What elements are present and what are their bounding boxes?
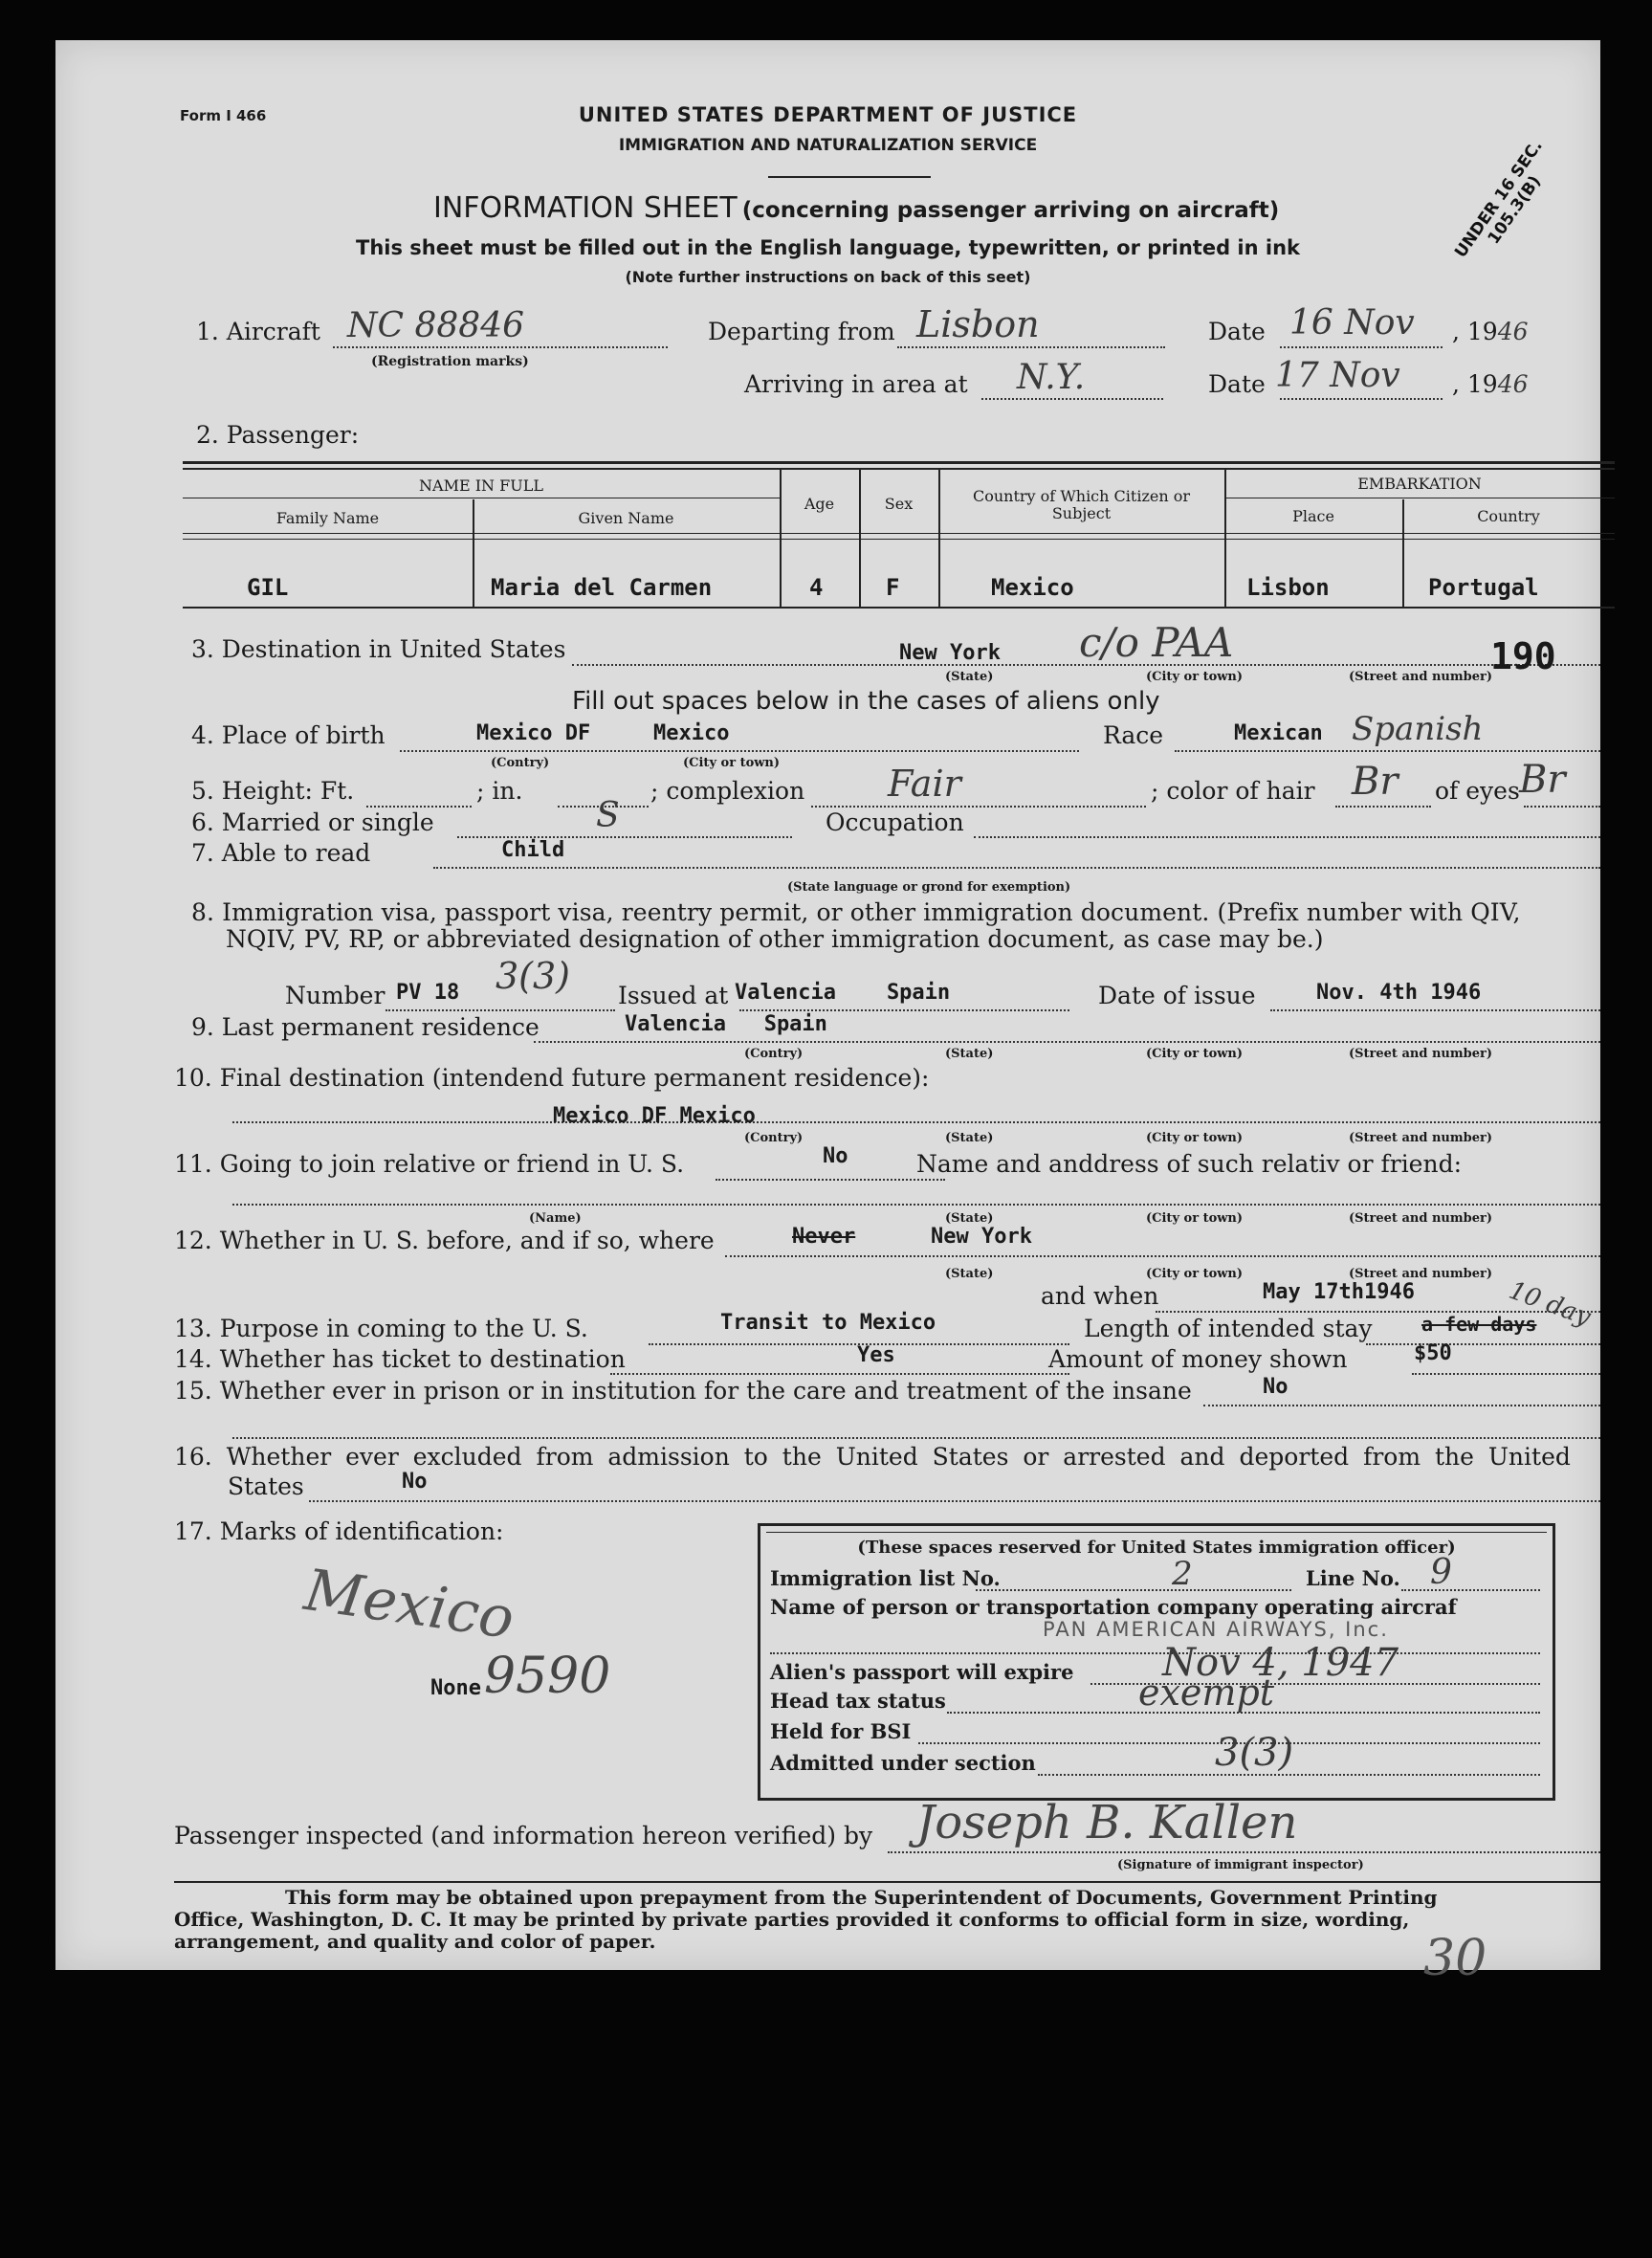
final-destination-value: Mexico DF Mexico [553, 1104, 756, 1128]
passenger-label: 2. Passenger: [196, 421, 360, 449]
signature-sublabel: (Signature of immigrant inspector) [1117, 1858, 1364, 1872]
marital-label: 6. Married or single [191, 808, 434, 836]
visa-number: PV 18 [396, 981, 460, 1005]
destination-state: New York [899, 641, 1001, 665]
birth-city: Mexico [653, 721, 730, 745]
arriving-label: Arriving in area at [744, 370, 968, 398]
visa-line2: NQIV, PV, RP, or abbreviated designation of other immigration document, as case may be.) [226, 925, 1324, 953]
visa-date: Nov. 4th 1946 [1316, 981, 1482, 1005]
sex-cell: F [886, 574, 900, 601]
residence-label: 9. Last permanent residence [191, 1013, 540, 1041]
sublabel-country-9: (Contry) [744, 1047, 804, 1061]
country-header: Country [1477, 507, 1540, 525]
excluded-value: No [402, 1470, 428, 1494]
sublabel-street-11: (Street and number) [1349, 1211, 1492, 1226]
sublabel-state-10: (State) [945, 1131, 994, 1145]
aircraft-value: NC 88846 [347, 306, 525, 345]
tax-label: Head tax status [770, 1689, 946, 1713]
marital-value: S [596, 796, 620, 835]
residence-value: Valencia Spain [625, 1012, 827, 1036]
heading-rule [768, 176, 931, 178]
form-title-block [433, 191, 1279, 225]
sublabel-city: (City or town) [1146, 670, 1244, 684]
table-top-rule [183, 461, 1615, 464]
departing-value: Lisbon [916, 303, 1040, 345]
before-value: New York [931, 1225, 1032, 1249]
arriving-value: N.Y. [1017, 358, 1086, 397]
visa-issued-label: Issued at [618, 982, 729, 1009]
sublabel-street-12: (Street and number) [1349, 1267, 1492, 1281]
money-value: $50 [1414, 1341, 1452, 1365]
given-name-cell: Maria del Carmen [491, 574, 713, 601]
sublabel-street-10: (Street and number) [1349, 1131, 1492, 1145]
age-stamp: UNDER 16 SEC. 105.3(B) [1451, 136, 1547, 262]
list-value: 2 [1172, 1555, 1193, 1593]
passport-label: Alien's passport will expire [770, 1660, 1074, 1684]
sublabel-state: (State) [945, 670, 994, 684]
footer-note-2: Office, Washington, D. C. It may be printed by private parties provided it conforms to official form in size, wording, [174, 1908, 1410, 1931]
sublabel-street-9: (Street and number) [1349, 1047, 1492, 1061]
tax-value: exempt [1138, 1671, 1275, 1714]
race-value: Mexican [1234, 721, 1323, 745]
given-name-header: Given Name [578, 509, 674, 527]
footer-note-1: This form may be obtained upon prepayment from the Superintendent of Documents, Government Printing [285, 1886, 1438, 1909]
sublabel-country-10: (Contry) [744, 1131, 804, 1145]
read-value: Child [501, 838, 565, 862]
money-label: Amount of money shown [1048, 1345, 1348, 1373]
embarkation-header: EMBARKATION [1357, 475, 1482, 493]
departing-line [897, 346, 1165, 348]
occupation-label: Occupation [826, 808, 964, 836]
join-value: No [823, 1144, 848, 1168]
sublabel-street: (Street and number) [1349, 670, 1492, 684]
sublabel-country-4: (Contry) [491, 756, 550, 770]
birth-country: Mexico DF [476, 721, 591, 745]
visa-issued: Valencia Spain [735, 981, 951, 1005]
when-label: and when [1041, 1282, 1159, 1310]
form-sheet [55, 40, 1600, 1987]
date2-label: Date [1208, 370, 1266, 398]
visa-date-label: Date of issue [1098, 982, 1256, 1009]
inspected-label: Passenger inspected (and information hereon verified) by [174, 1822, 873, 1849]
embark-country-cell: Portugal [1428, 574, 1539, 601]
height-in-label: ; in. [476, 777, 523, 805]
prison-label: 15. Whether ever in prison or in institution for the care and treatment of the insane [174, 1377, 1192, 1405]
before-struck: Never [792, 1225, 856, 1249]
footer-rule [174, 1881, 1600, 1883]
age-header: Age [804, 495, 835, 513]
sublabel-name-11: (Name) [529, 1211, 582, 1226]
sublabel-city-4: (City or town) [683, 756, 781, 770]
age-cell: 4 [809, 574, 824, 601]
complexion-value: Fair [888, 763, 961, 805]
destination-city: c/o PAA [1079, 619, 1234, 666]
passport-value: Nov 4, 1947 [1162, 1641, 1399, 1685]
complexion-label: ; complexion [650, 777, 805, 805]
service-heading: IMMIGRATION AND NATURALIZATION SERVICE [618, 136, 1038, 155]
excluded-line2: States [228, 1472, 304, 1500]
officer-box [758, 1523, 1555, 1801]
date1-line [1280, 346, 1443, 348]
hair-label: ; color of hair [1151, 777, 1315, 805]
stay-value: a few days [1421, 1313, 1537, 1336]
prison-value: No [1263, 1375, 1289, 1399]
form-number: Form I 466 [180, 107, 267, 124]
destination-label: 3. Destination in United States [191, 635, 566, 663]
when-value: May 17th1946 [1263, 1280, 1415, 1304]
aircraft-label: 1. Aircraft [196, 318, 320, 345]
instructions: This sheet must be filled out in the English language, typewritten, or printed in ink [356, 236, 1300, 259]
form-title: INFORMATION SHEET [433, 191, 738, 225]
date2-line [1280, 398, 1443, 400]
visa-number-label: Number [285, 982, 385, 1009]
arriving-line [981, 398, 1163, 400]
line-value: 9 [1430, 1553, 1452, 1592]
departing-label: Departing from [708, 318, 895, 345]
final-destination-label: 10. Final destination (intendend future permanent residence): [174, 1064, 930, 1092]
date1-value: 16 Nov [1289, 303, 1415, 343]
purpose-value: Transit to Mexico [720, 1311, 936, 1335]
footer-note-3: arrangement, and quality and color of paper. [174, 1930, 656, 1953]
join-name-label: Name and anddress of such relativ or friend: [916, 1150, 1463, 1178]
race-label: Race [1103, 721, 1164, 749]
section-value: 3(3) [1215, 1731, 1294, 1775]
aliens-only-note: Fill out spaces below in the cases of aliens only [572, 687, 1160, 716]
department-heading: UNITED STATES DEPARTMENT OF JUSTICE [578, 103, 1078, 126]
table-top-rule-2 [183, 468, 1615, 470]
form-title-paren: (concerning passenger arriving on aircraft) [741, 198, 1280, 223]
hair-value: Br [1352, 760, 1399, 804]
visa-number-hand: 3(3) [496, 955, 571, 997]
read-sublabel: (State language or grond for exemption) [787, 880, 1071, 895]
join-label: 11. Going to join relative or friend in U. S. [174, 1150, 685, 1178]
sublabel-city-10: (City or town) [1146, 1131, 1244, 1145]
height-label: 5. Height: Ft. [191, 777, 355, 805]
table-bottom-rule [183, 607, 1615, 609]
ticket-label: 14. Whether has ticket to destination [174, 1345, 626, 1373]
sublabel-city-9: (City or town) [1146, 1047, 1244, 1061]
page-number: 30 [1423, 1930, 1487, 1987]
ticket-value: Yes [857, 1343, 895, 1367]
aircraft-line [333, 346, 668, 348]
purpose-label: 13. Purpose in coming to the U. S. [174, 1315, 588, 1342]
company-value: PAN AMERICAN AIRWAYS, Inc. [1043, 1618, 1389, 1641]
birthplace-label: 4. Place of birth [191, 721, 385, 749]
instructions-note: (Note further instructions on back of this seet) [625, 268, 1031, 286]
visa-line1: 8. Immigration visa, passport visa, reentry permit, or other immigration document. (Prefix number with QIV, [191, 898, 1521, 926]
bsi-label: Held for BSI [770, 1719, 912, 1743]
read-label: 7. Able to read [191, 839, 371, 867]
place-header: Place [1292, 507, 1334, 525]
inspector-signature: Joseph B. Kallen [916, 1796, 1298, 1849]
section-label: Admitted under section [770, 1751, 1036, 1775]
date1-label: Date [1208, 318, 1266, 345]
date2-value: 17 Nov [1275, 356, 1400, 395]
sublabel-city-11: (City or town) [1146, 1211, 1244, 1226]
embark-place-cell: Lisbon [1246, 574, 1330, 601]
registration-sublabel: (Registration marks) [371, 354, 529, 369]
marks-hand: Mexico [300, 1557, 518, 1652]
family-name-header: Family Name [275, 509, 380, 527]
sex-header: Sex [884, 495, 914, 513]
officer-box-title: (These spaces reserved for United States immigration officer) [857, 1538, 1456, 1558]
sublabel-state-12: (State) [945, 1267, 994, 1281]
line-label: Line No. [1306, 1566, 1400, 1590]
eyes-value: Br [1519, 758, 1566, 802]
year1: , 1946 [1452, 318, 1529, 345]
stay-label: Length of intended stay [1084, 1315, 1373, 1342]
marks-value: None [430, 1676, 481, 1700]
citizen-header: Country of Which Citizen or Subject [972, 487, 1191, 522]
eyes-label: of eyes [1435, 777, 1520, 805]
name-in-full-header: NAME IN FULL [419, 476, 543, 495]
citizen-cell: Mexico [991, 574, 1074, 601]
sublabel-state-9: (State) [945, 1047, 994, 1061]
race-hand: Spanish [1352, 710, 1484, 748]
company-label: Name of person or transportation company operating aircraf [770, 1595, 1457, 1619]
family-name-cell: GIL [247, 574, 289, 601]
marks-label: 17. Marks of identification: [174, 1517, 504, 1545]
sublabel-city-12: (City or town) [1146, 1267, 1244, 1281]
sublabel-state-11: (State) [945, 1211, 994, 1226]
marks-number: 9590 [484, 1648, 611, 1705]
excluded-line1: 16. Whether ever excluded from admission to the United States or arrested and deported from the United [174, 1443, 1571, 1471]
destination-number: 190 [1490, 635, 1556, 677]
year2: , 1946 [1452, 370, 1529, 398]
before-label: 12. Whether in U. S. before, and if so, where [174, 1227, 715, 1254]
stay-hand: 10 day [1505, 1275, 1595, 1333]
list-label: Immigration list No. [770, 1566, 1001, 1590]
